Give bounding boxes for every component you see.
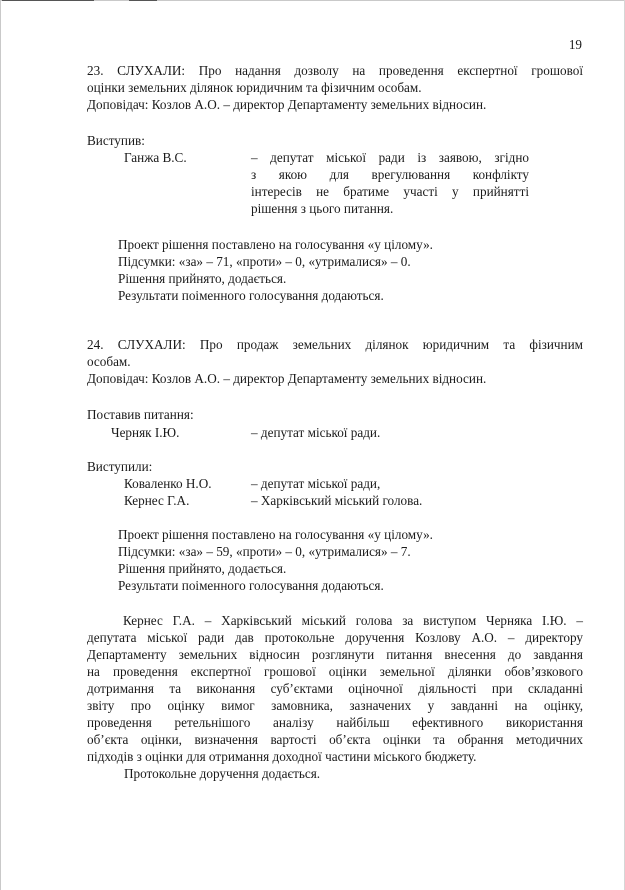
scan-mark <box>2 0 94 1</box>
instruction-line: дотримання та виконання суб’єктами оціночної діяльності при складанні <box>87 681 583 696</box>
item-heading-line: 23. СЛУХАЛИ: Про надання дозволу на проведення експертної грошової <box>87 63 583 78</box>
instruction-line: депутата міської ради дав протокольне доручення Козлову А.О. – директору <box>87 630 583 645</box>
question-role: – депутат міської ради. <box>251 425 381 440</box>
instruction-line: проведення ретельнішого аналізу найбільш ефективного використання <box>87 715 583 730</box>
question-name: Черняк І.Ю. <box>111 425 180 440</box>
vote-line: Підсумки: «за» – 59, «проти» – 0, «утрималися» – 7. <box>118 544 411 559</box>
reporter-line: Доповідач: Козлов А.О. – директор Департаменту земельних відносин. <box>87 97 487 112</box>
speaker-name: Ганжа В.С. <box>124 150 187 165</box>
speaker-name: Кернес Г.А. <box>124 493 190 508</box>
vote-line: Проект рішення поставлено на голосування «у цілому». <box>118 237 433 252</box>
item-heading-line: особам. <box>87 354 131 369</box>
speaker-role-line: рішення з цього питання. <box>251 201 394 216</box>
protocol-instruction <box>87 612 583 765</box>
reporter-line: Доповідач: Козлов А.О. – директор Департаменту земельних відносин. <box>87 371 487 386</box>
speaker-role <box>251 149 529 217</box>
instruction-line: об’єкта оцінки, визначення вартості об’єкта оцінки та обрання методичних <box>87 732 583 747</box>
instruction-line: Кернес Г.А. – Харківський міський голова за виступом Черняка І.Ю. – <box>123 613 583 628</box>
speakers-label: Виступили: <box>87 459 153 474</box>
vote-results-23 <box>118 236 558 304</box>
vote-line: Підсумки: «за» – 71, «проти» – 0, «утрималися» – 0. <box>118 254 411 269</box>
speaker-role-line: інтересів не братиме участі у прийнятті <box>251 184 529 199</box>
instruction-line: підходів з оцінки для отримання доходної частини міського бюджету. <box>87 749 477 764</box>
item-23-heading <box>87 62 583 113</box>
vote-line: Рішення прийнято, додається. <box>118 271 287 286</box>
scan-border-left <box>0 0 1 890</box>
item-heading-line: оцінки земельних ділянок юридичним та фізичним особам. <box>87 80 422 95</box>
attachment-note: Протокольне доручення додається. <box>124 766 321 781</box>
speaker-role: – Харківський міський голова. <box>251 493 423 508</box>
speaker-name: Коваленко Н.О. <box>124 476 212 491</box>
vote-line: Результати поіменного голосування додаються. <box>118 578 384 593</box>
item-24-heading <box>87 336 583 387</box>
instruction-line: Департаменту земельних відносин розглянути питання внесення до завдання <box>87 647 583 662</box>
scan-mark <box>129 0 157 1</box>
item-heading-line: 24. СЛУХАЛИ: Про продаж земельних ділянок юридичним та фізичним <box>87 337 583 352</box>
vote-results-24 <box>118 526 558 594</box>
page-number: 19 <box>568 37 582 52</box>
speaker-role: – депутат міської ради, <box>251 476 381 491</box>
speakers-label: Виступив: <box>87 133 145 148</box>
speaker-role-line: – депутат міської ради із заявою, згідно <box>251 150 529 165</box>
instruction-line: на проведення експертної грошової оцінки земельної ділянки обов’язкового <box>87 664 583 679</box>
instruction-line: звіту про оцінку вимог замовника, зазначених у завданні на оцінку, <box>87 698 583 713</box>
question-label: Поставив питання: <box>87 407 194 422</box>
vote-line: Рішення прийнято, додається. <box>118 561 287 576</box>
vote-line: Проект рішення поставлено на голосування «у цілому». <box>118 527 433 542</box>
vote-line: Результати поіменного голосування додаються. <box>118 288 384 303</box>
speaker-role-line: з якою для врегулювання конфлікту <box>251 167 529 182</box>
